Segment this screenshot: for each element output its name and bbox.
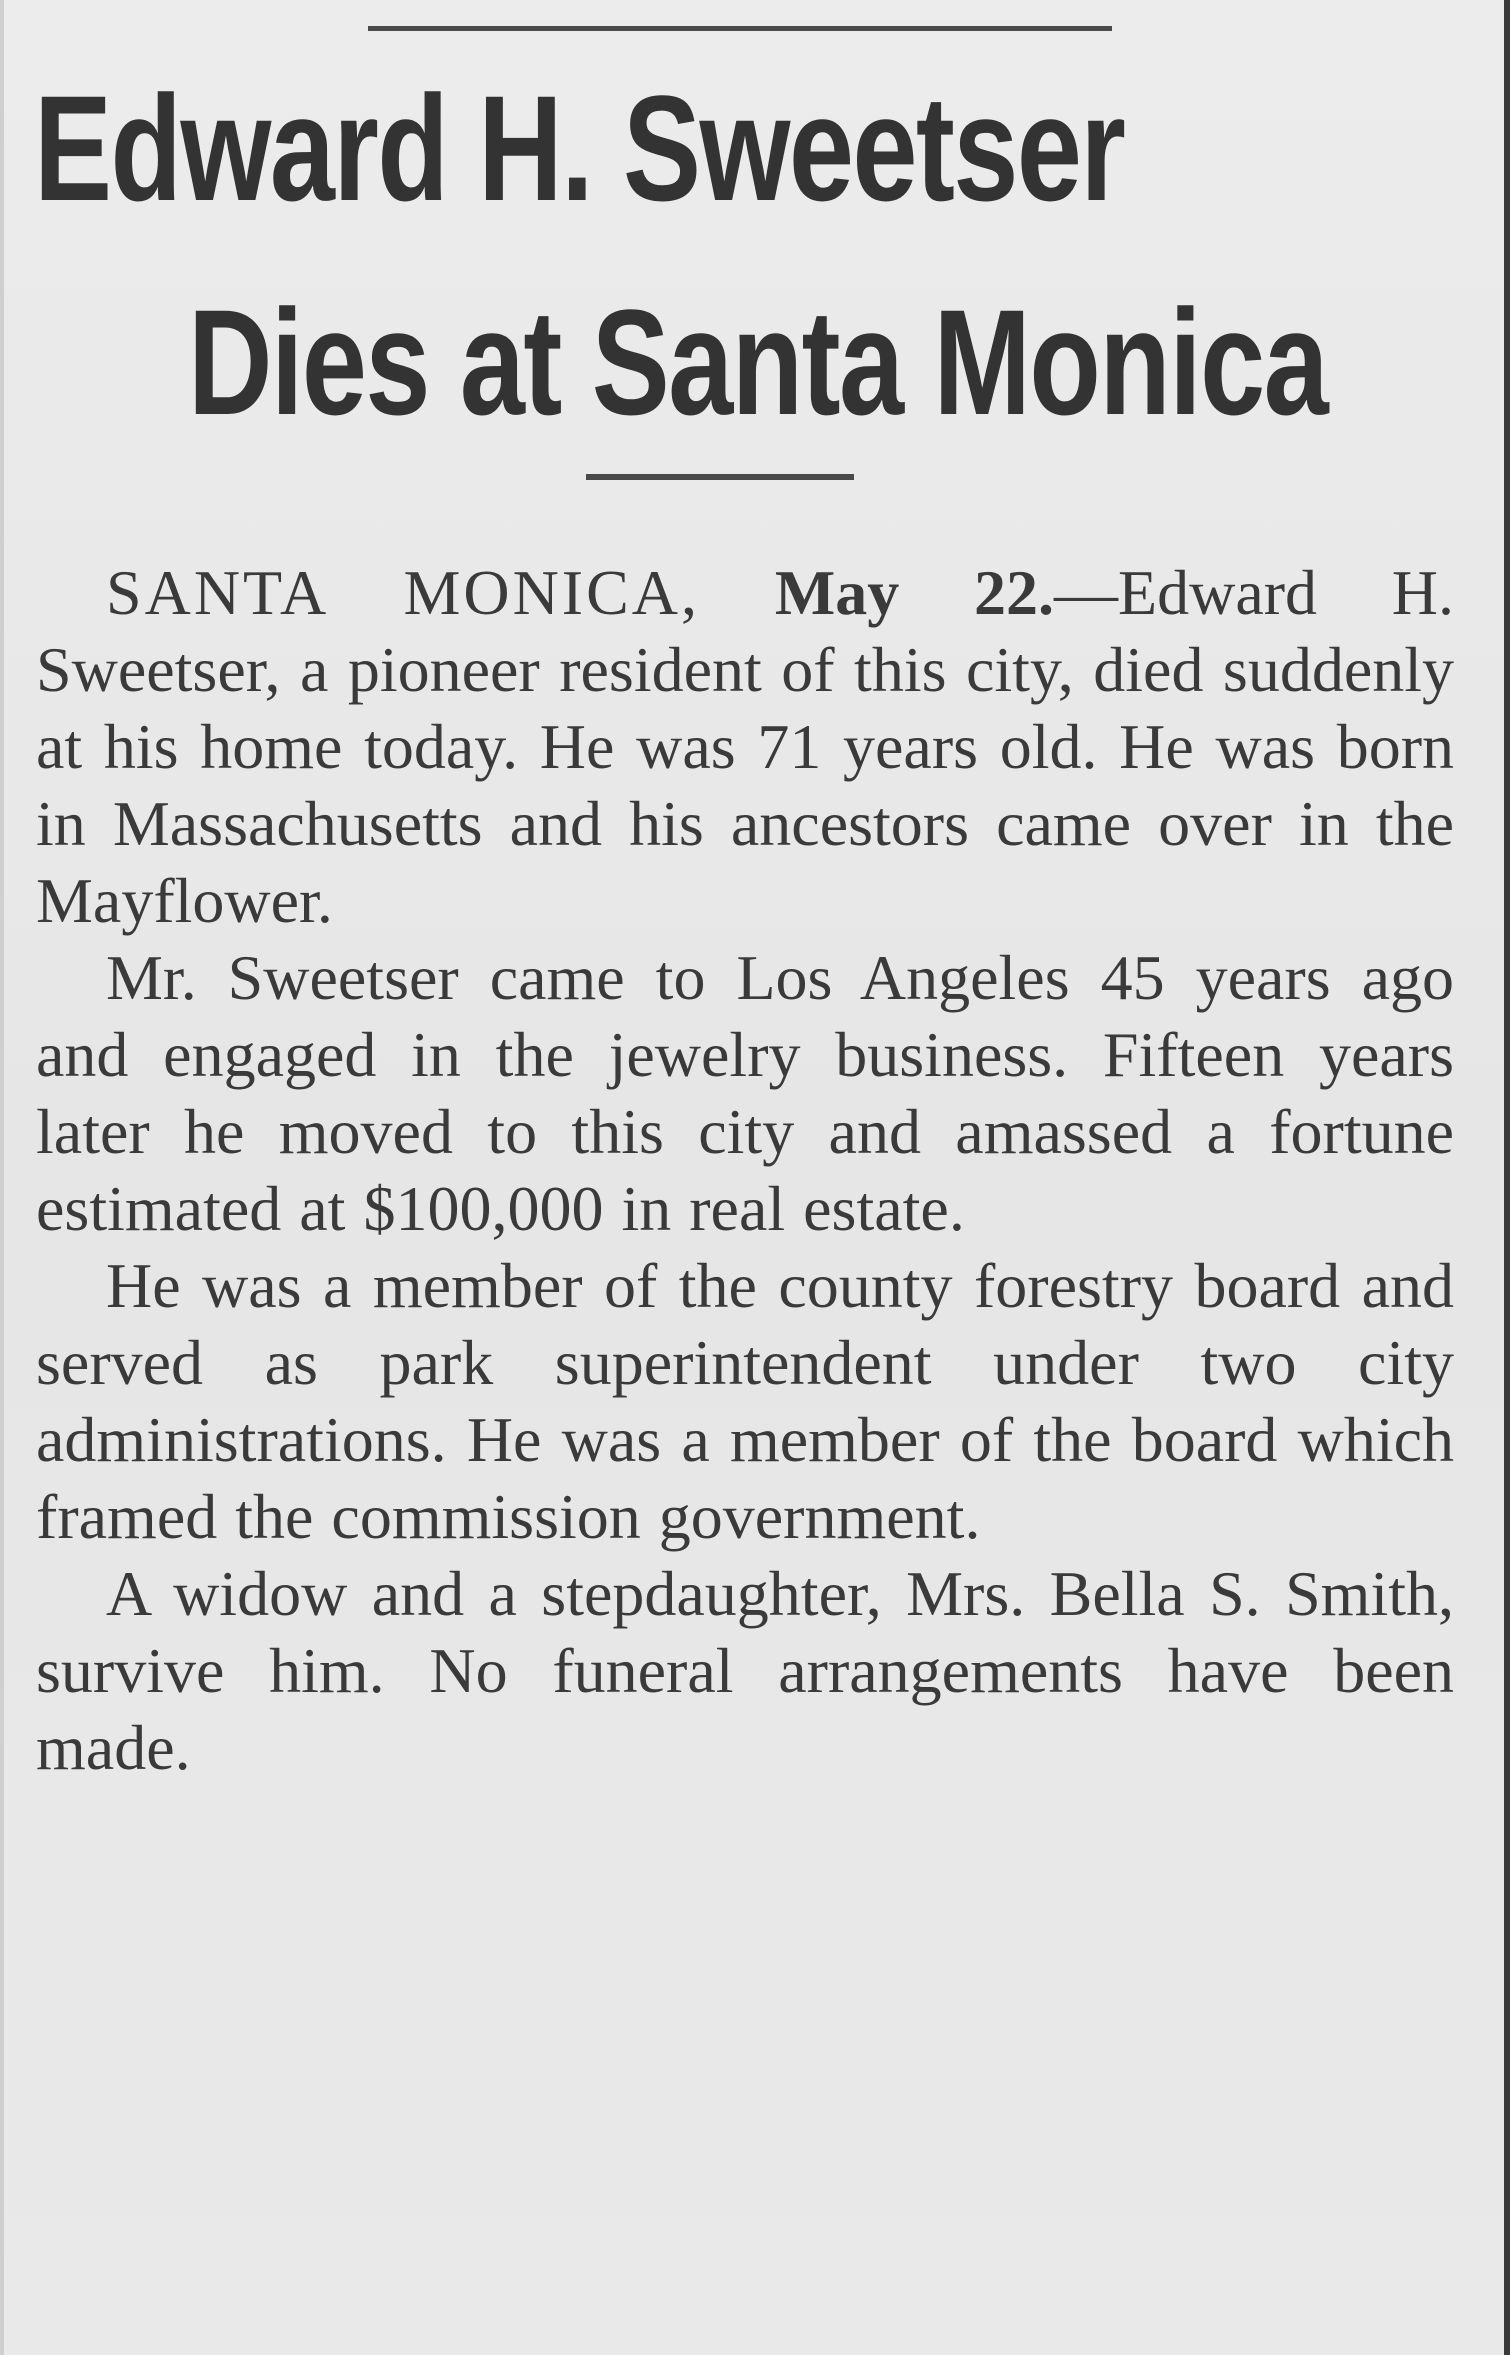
top-rule xyxy=(368,26,1112,31)
dateline-place: SANTA MONICA, xyxy=(106,557,701,628)
headline-line-1: Edward H. Sweetser xyxy=(34,64,1125,232)
article-paragraph-1 xyxy=(36,554,1454,939)
article-paragraph-1-text: —Edward H. Sweetser, a pioneer resident of this city, died suddenly at his home today. He was 71 years old. He was born in Massachusetts and his ancestors came over in the Mayflower. xyxy=(36,557,1455,936)
headline-line-2: Dies at Santa Monica xyxy=(188,278,1328,446)
headline-divider-rule xyxy=(586,474,854,480)
article-paragraph-2: Mr. Sweetser came to Los Angeles 45 years ago and engaged in the jewelry business. Fifteen years later he moved to this city and amassed a fortune estimated at $100,000 in real estate. xyxy=(36,942,1454,1244)
page-left-edge xyxy=(0,0,4,2355)
article-paragraph-4: A widow and a stepdaughter, Mrs. Bella S. Smith, survive him. No funeral arrangements have been made. xyxy=(36,1558,1454,1783)
page-right-edge xyxy=(1504,0,1510,2355)
article-paragraph-3: He was a member of the county forestry board and served as park superintendent under two city administrations. He was a member of the board which framed the commission government. xyxy=(36,1250,1454,1552)
article-body xyxy=(36,554,1454,1786)
dateline-date: May 22. xyxy=(774,557,1054,628)
